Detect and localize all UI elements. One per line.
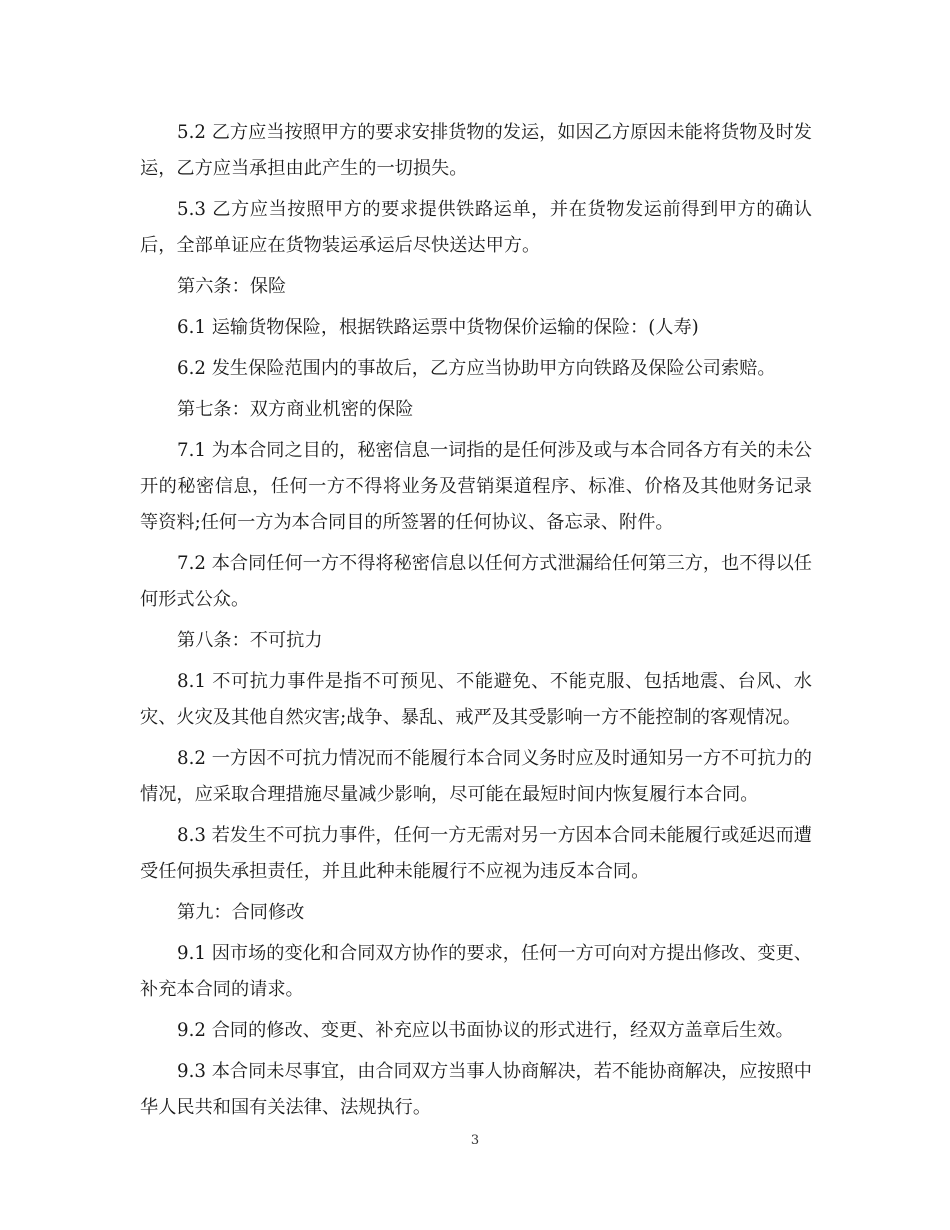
article-heading: 第七条：双方商业机密的保险 bbox=[177, 399, 414, 420]
article-8-heading bbox=[140, 623, 812, 659]
clause-text: 8.1 不可抗力事件是指不可预见、不能避免、不能克服、包括地震、台风、水灾、火灾及其他自然灾害;战争、暴乱、戒严及其受影响一方不能控制的客观情况。 bbox=[140, 671, 812, 728]
article-7-heading bbox=[140, 392, 812, 428]
clause-text: 9.1 因市场的变化和合同双方协作的要求，任何一方可向对方提出修改、变更、补充本合同的请求。 bbox=[140, 943, 812, 1000]
article-heading: 第八条：不可抗力 bbox=[177, 630, 323, 651]
article-heading: 第九：合同修改 bbox=[177, 902, 305, 923]
clause-6-1 bbox=[140, 310, 812, 346]
article-heading: 第六条：保险 bbox=[177, 276, 287, 297]
clause-text: 6.1 运输货物保险，根据铁路运票中货物保价运输的保险：(人寿) bbox=[177, 317, 699, 338]
clause-5-2 bbox=[140, 115, 812, 187]
clause-6-2 bbox=[140, 351, 812, 387]
clause-text: 7.1 为本合同之目的，秘密信息一词指的是任何涉及或与本合同各方有关的未公开的秘密信息，任何一方不得将业务及营销渠道程序、标准、价格及其他财务记录等资料;任何一方为本合同目的所签署的任何协议、备忘录、附件。 bbox=[140, 440, 812, 533]
clause-8-3 bbox=[140, 818, 812, 890]
clause-7-2 bbox=[140, 546, 812, 618]
article-9-heading bbox=[140, 895, 812, 931]
clause-text: 9.3 本合同未尽事宜，由合同双方当事人协商解决，若不能协商解决，应按照中华人民共和国有关法律、法规执行。 bbox=[140, 1061, 812, 1118]
clause-text: 9.2 合同的修改、变更、补充应以书面协议的形式进行，经双方盖章后生效。 bbox=[177, 1020, 794, 1041]
clause-text: 7.2 本合同任何一方不得将秘密信息以任何方式泄漏给任何第三方，也不得以任何形式公众。 bbox=[140, 553, 812, 610]
clause-text: 5.3 乙方应当按照甲方的要求提供铁路运单，并在货物发运前得到甲方的确认后，全部单证应在货物装运承运后尽快送达甲方。 bbox=[140, 199, 812, 256]
clause-9-3 bbox=[140, 1054, 812, 1126]
page-number: 3 bbox=[470, 1133, 480, 1148]
clause-text: 8.3 若发生不可抗力事件，任何一方无需对另一方因本合同未能履行或延迟而遭受任何损失承担责任，并且此种未能履行不应视为违反本合同。 bbox=[140, 825, 812, 882]
clause-text: 8.2 一方因不可抗力情况而不能履行本合同义务时应及时通知另一方不可抗力的情况，应采取合理措施尽量减少影响，尽可能在最短时间内恢复履行本合同。 bbox=[140, 748, 812, 805]
clause-text: 5.2 乙方应当按照甲方的要求安排货物的发运，如因乙方原因未能将货物及时发运，乙方应当承担由此产生的一切损失。 bbox=[140, 122, 812, 179]
clause-9-1 bbox=[140, 936, 812, 1008]
clause-text: 6.2 发生保险范围内的事故后，乙方应当协助甲方向铁路及保险公司索赔。 bbox=[177, 358, 776, 379]
clause-5-3 bbox=[140, 192, 812, 264]
document-body bbox=[140, 115, 812, 1131]
article-6-heading bbox=[140, 269, 812, 305]
clause-8-1 bbox=[140, 664, 812, 736]
clause-9-2 bbox=[140, 1013, 812, 1049]
clause-7-1 bbox=[140, 433, 812, 541]
clause-8-2 bbox=[140, 741, 812, 813]
